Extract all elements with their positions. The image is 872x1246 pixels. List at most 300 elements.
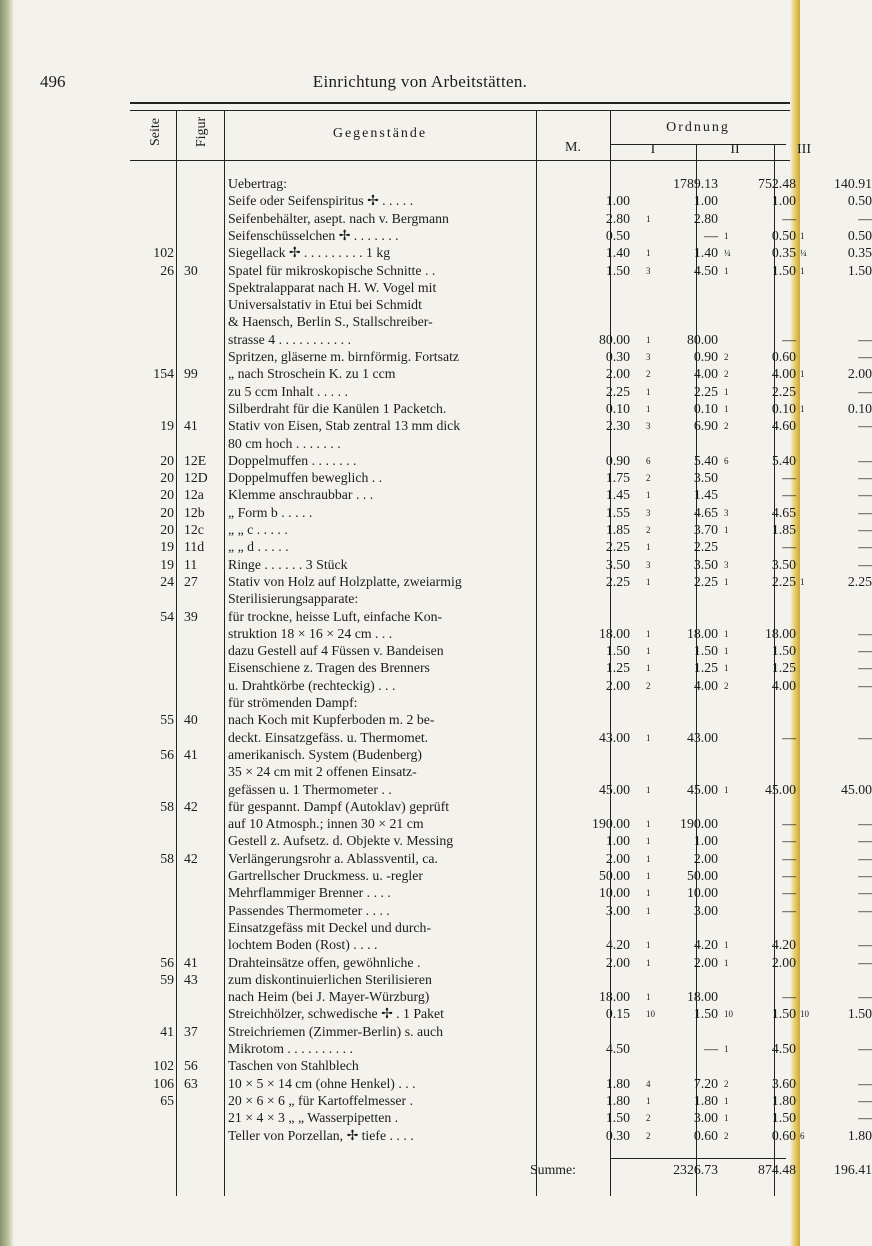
row-description: Ringe . . . . . . 3 Stück (228, 556, 348, 572)
row-qty-ii: 2 (724, 1078, 729, 1089)
row-description: 80 cm hoch . . . . . . . (228, 435, 341, 451)
row-total-i: 2.25 (693, 383, 718, 399)
row-qty-ii: 2 (724, 352, 729, 362)
row-total-ii: 1.50 (771, 262, 796, 278)
row-total-ii: 4.50 (771, 1041, 796, 1056)
row-seite: 19 (160, 556, 174, 572)
row-qty-i: 1 (646, 992, 651, 1003)
row-qty-i: 3 (646, 421, 651, 432)
row-qty-i: 2 (646, 525, 651, 535)
row-description: Mehrflammiger Brenner . . . . (228, 885, 391, 901)
row-price: 4.50 (605, 1041, 630, 1056)
summe-rule (610, 1158, 786, 1159)
row-qty-iii: 1 (800, 369, 805, 380)
row-description: Passendes Thermometer . . . . (228, 902, 390, 918)
row-qty-i: 1 (646, 819, 651, 830)
row-qty-i: 3 (646, 265, 651, 276)
row-total-ii: — (782, 210, 796, 226)
row-total-ii: 4.00 (771, 366, 796, 382)
row-price: 4.20 (605, 937, 630, 953)
row-total-i: 50.00 (686, 868, 718, 883)
row-seite: 19 (160, 418, 174, 434)
row-qty-i: 2 (646, 680, 651, 691)
row-price: 1.80 (605, 1075, 630, 1091)
row-figur: 11d (184, 539, 205, 555)
row-total-ii: 18.00 (764, 625, 796, 641)
row-figur: 42 (184, 798, 198, 814)
row-total-ii: 1.25 (771, 660, 796, 676)
summe-label: Summe: (530, 1162, 576, 1177)
row-qty-i: 1 (646, 871, 651, 881)
row-seite: 154 (153, 366, 174, 382)
row-total-iii: 1.80 (847, 1127, 872, 1143)
row-description: Taschen von Stahlblech (228, 1058, 359, 1074)
row-description: nach Heim (bei J. Mayer-Würzburg) (228, 989, 430, 1005)
row-seite: 20 (160, 470, 174, 486)
row-qty-ii: 1 (724, 784, 729, 795)
row-price: 2.25 (605, 539, 630, 555)
row-price: 1.00 (605, 833, 630, 849)
row-description: Drahteinsätze offen, gewöhnliche . (228, 954, 421, 970)
row-qty-ii: 2 (724, 421, 729, 432)
row-total-iii: — (858, 1075, 872, 1091)
row-description: Spektralapparat nach H. W. Vogel mit (228, 279, 437, 295)
row-total-i: 43.00 (686, 729, 718, 745)
row-total-iii: 1.50 (847, 262, 872, 278)
row-description: Gestell z. Aufsetz. d. Objekte v. Messing (228, 833, 454, 849)
row-total-i: 4.00 (693, 366, 718, 382)
row-total-iii: — (858, 349, 872, 364)
row-qty-i: 1 (646, 490, 651, 501)
row-qty-iii: ¼ (800, 248, 807, 259)
row-total-i: 1.50 (693, 1006, 718, 1022)
row-qty-iii: 1 (800, 265, 805, 276)
summe-iii: 196.41 (834, 1162, 872, 1177)
row-price: 18.00 (598, 625, 630, 641)
row-total-iii: — (858, 954, 872, 970)
row-qty-ii: ¼ (724, 248, 731, 259)
row-description: Doppelmuffen . . . . . . . (228, 452, 357, 468)
row-qty-i: 1 (646, 403, 651, 414)
row-total-i: 190.00 (680, 816, 718, 832)
row-qty-ii: 3 (724, 559, 729, 570)
row-qty-ii: 1 (724, 957, 729, 968)
row-qty-ii: 2 (724, 680, 729, 691)
row-figur: 41 (184, 954, 198, 970)
row-total-i: 7.20 (693, 1075, 718, 1091)
row-total-i: 45.00 (686, 781, 718, 797)
row-qty-iii: 6 (800, 1130, 805, 1141)
row-qty-ii: 1 (724, 663, 729, 674)
row-total-i: 10.00 (686, 885, 718, 901)
row-seite: 55 (160, 712, 174, 728)
page-edge-left (0, 0, 14, 1246)
header-bottom-rule (130, 160, 790, 161)
row-total-iii: — (858, 470, 872, 486)
row-description: nach Koch mit Kupferboden m. 2 be- (228, 712, 435, 728)
header-col-ii: II (730, 142, 740, 157)
row-qty-i: 1 (646, 628, 651, 639)
row-total-ii: 1.80 (771, 1092, 796, 1108)
row-seite: 20 (160, 452, 174, 468)
row-total-ii: — (782, 729, 796, 745)
row-price: 18.00 (598, 989, 630, 1005)
row-total-iii: — (858, 452, 872, 468)
header-ordnung: Ordnung (666, 120, 730, 135)
row-qty-i: 1 (646, 542, 651, 553)
row-qty-i: 1 (646, 957, 651, 968)
row-total-iii: 0.50 (847, 227, 872, 243)
row-description: Gartrellscher Druckmess. u. -regler (228, 868, 423, 883)
row-total-ii: — (782, 850, 796, 866)
row-price: 3.50 (605, 556, 630, 572)
row-total-i: 80.00 (686, 331, 718, 347)
row-total-iii: — (858, 1041, 872, 1056)
row-description: 20 × 6 × 6 „ für Kartoffelmesser . (228, 1092, 414, 1108)
row-total-ii: 1.50 (771, 1110, 796, 1126)
row-total-i: 4.65 (693, 504, 718, 520)
row-description: Sterilisierungsapparate: (228, 591, 359, 607)
row-description: Teller von Porzellan, ✢ tiefe . . . . (228, 1127, 414, 1143)
row-total-i: 3.50 (693, 556, 718, 572)
row-total-iii: 0.50 (847, 193, 872, 209)
row-total-ii: 2.25 (771, 573, 796, 589)
row-total-i: 0.90 (693, 349, 718, 364)
row-seite: 20 (160, 522, 174, 537)
row-total-i: 6.90 (693, 418, 718, 434)
row-qty-i: 1 (646, 576, 651, 587)
row-total-iii: — (858, 331, 872, 347)
row-price: 45.00 (598, 781, 630, 797)
row-seite: 56 (160, 954, 174, 970)
row-seite: 58 (160, 798, 174, 814)
row-qty-i: 2 (646, 1130, 651, 1141)
row-price: 2.00 (605, 366, 630, 382)
row-description: u. Drahtkörbe (rechteckig) . . . (228, 677, 396, 693)
row-price: 1.25 (605, 660, 630, 676)
row-seite: 54 (160, 608, 174, 624)
row-total-i: 1.80 (693, 1092, 718, 1108)
row-seite: 19 (160, 539, 174, 555)
row-total-ii: 45.00 (764, 781, 796, 797)
row-qty-ii: 1 (724, 1113, 729, 1124)
row-total-iii: — (858, 833, 872, 849)
row-total-i: 1789.13 (673, 176, 718, 191)
row-seite: 106 (153, 1075, 174, 1091)
row-total-i: — (704, 227, 718, 243)
row-total-iii: — (858, 850, 872, 866)
row-total-iii: 2.00 (847, 366, 872, 382)
row-total-i: 2.25 (693, 539, 718, 555)
row-total-iii: 45.00 (840, 781, 872, 797)
row-seite: 56 (160, 746, 174, 762)
row-qty-i: 1 (646, 334, 651, 345)
table-top-rule-2 (130, 110, 790, 111)
row-description: gefässen u. 1 Thermometer . . (228, 781, 392, 797)
row-qty-i: 1 (646, 248, 651, 259)
inventory-table (140, 114, 872, 1196)
row-price: 1.80 (605, 1092, 630, 1108)
row-description: für gespannt. Dampf (Autoklav) geprüft (228, 798, 450, 814)
row-total-ii: 0.10 (771, 400, 796, 416)
row-figur: 27 (184, 573, 198, 589)
row-description: „ Form b . . . . . (228, 504, 313, 520)
row-total-i: 3.50 (693, 470, 718, 486)
row-total-iii: — (858, 504, 872, 520)
row-price: 0.30 (605, 349, 630, 364)
row-description: Seifenschüsselchen ✢ . . . . . . . (228, 227, 399, 243)
row-total-iii: — (858, 885, 872, 901)
row-total-ii: 0.60 (771, 349, 796, 364)
row-total-ii: 1.50 (771, 1006, 796, 1022)
row-price: 0.30 (605, 1127, 630, 1143)
row-description: Eisenschiene z. Tragen des Brenners (228, 660, 430, 676)
row-figur: 37 (184, 1023, 198, 1039)
table-top-rule (130, 102, 790, 104)
row-description: „ nach Stroschein K. zu 1 ccm (228, 366, 396, 382)
row-figur: 42 (184, 850, 198, 866)
row-description: Mikrotom . . . . . . . . . . (228, 1041, 353, 1056)
row-total-iii: — (858, 989, 872, 1005)
row-price: 1.50 (605, 643, 630, 659)
row-total-iii: — (858, 418, 872, 434)
row-price: 0.15 (605, 1006, 630, 1022)
row-figur: 12c (184, 522, 204, 537)
row-price: 1.50 (605, 262, 630, 278)
row-price: 80.00 (598, 331, 630, 347)
row-total-ii: 752.48 (758, 176, 796, 191)
table-row (140, 1126, 872, 1146)
row-total-ii: 5.40 (771, 452, 796, 468)
row-description: 35 × 24 cm mit 2 offenen Einsatz- (228, 764, 417, 780)
row-qty-ii: 2 (724, 1130, 729, 1141)
row-qty-i: 3 (646, 507, 651, 518)
row-description: amerikanisch. System (Budenberg) (228, 746, 423, 762)
row-total-iii: — (858, 625, 872, 641)
row-total-i: — (704, 1041, 718, 1056)
row-qty-i: 6 (646, 455, 651, 466)
row-description: 21 × 4 × 3 „ „ Wasserpipetten . (228, 1110, 399, 1126)
row-qty-i: 1 (646, 646, 651, 657)
row-total-i: 2.80 (693, 210, 718, 226)
row-total-i: 1.00 (693, 193, 718, 209)
row-figur: 99 (184, 366, 198, 382)
row-qty-i: 4 (646, 1078, 651, 1089)
row-total-i: 4.00 (693, 677, 718, 693)
row-qty-ii: 1 (724, 386, 729, 397)
row-price: 0.90 (605, 452, 630, 468)
row-description: Spritzen, gläserne m. birnförmig. Fortsatz (228, 349, 460, 364)
row-description: Seifenbehälter, asept. nach v. Bergmann (228, 210, 449, 226)
row-qty-ii: 1 (724, 1095, 729, 1106)
row-description: struktion 18 × 16 × 24 cm . . . (228, 625, 393, 641)
row-total-iii: — (858, 556, 872, 572)
row-figur: 43 (184, 971, 198, 987)
row-qty-i: 3 (646, 559, 651, 570)
row-price: 2.30 (605, 418, 630, 434)
row-total-ii: — (782, 470, 796, 486)
row-description: zu 5 ccm Inhalt . . . . . (228, 383, 348, 399)
row-total-i: 2.00 (693, 954, 718, 970)
row-total-i: 3.00 (693, 1110, 718, 1126)
row-total-i: 1.50 (693, 643, 718, 659)
row-description: zum diskontinuierlichen Sterilisieren (228, 971, 432, 987)
row-qty-i: 10 (646, 1009, 655, 1020)
row-price: 2.25 (605, 573, 630, 589)
row-total-ii: 4.00 (771, 677, 796, 693)
row-figur: 39 (184, 608, 198, 624)
row-qty-ii: 1 (724, 1044, 729, 1054)
row-description: strasse 4 . . . . . . . . . . . (228, 331, 352, 347)
row-figur: 56 (184, 1058, 198, 1074)
row-price: 43.00 (598, 729, 630, 745)
row-total-iii: — (858, 210, 872, 226)
row-figur: 41 (184, 746, 198, 762)
row-total-iii: — (858, 902, 872, 918)
row-figur: 63 (184, 1075, 198, 1091)
row-total-iii: — (858, 383, 872, 399)
row-price: 1.40 (605, 245, 630, 261)
row-qty-ii: 1 (724, 525, 729, 535)
row-total-ii: — (782, 487, 796, 503)
row-description: auf 10 Atmosph.; innen 30 × 21 cm (228, 816, 424, 832)
row-price: 50.00 (598, 868, 630, 883)
row-total-iii: — (858, 1110, 872, 1126)
row-qty-i: 1 (646, 386, 651, 397)
row-qty-ii: 6 (724, 455, 729, 466)
row-total-ii: 2.00 (771, 954, 796, 970)
row-total-i: 2.00 (693, 850, 718, 866)
row-total-ii: 4.60 (771, 418, 796, 434)
row-seite: 65 (160, 1092, 174, 1108)
row-description: Siegellack ✢ . . . . . . . . . 1 kg (228, 245, 391, 261)
row-figur: 11 (184, 556, 198, 572)
row-price: 190.00 (592, 816, 630, 832)
row-seite: 20 (160, 487, 174, 503)
row-total-iii: 0.10 (847, 400, 872, 416)
row-description: Stativ von Holz auf Holzplatte, zweiarmig (228, 573, 462, 589)
row-total-iii: — (858, 643, 872, 659)
row-total-iii: — (858, 868, 872, 883)
row-qty-i: 1 (646, 853, 651, 864)
row-qty-iii: 1 (800, 576, 805, 587)
row-total-i: 0.10 (693, 400, 718, 416)
row-description: Uebertrag: (228, 176, 287, 191)
summe-row (140, 1160, 872, 1180)
row-total-ii: 1.85 (771, 522, 796, 537)
row-qty-ii: 10 (724, 1009, 733, 1020)
row-figur: 12b (184, 504, 205, 520)
row-total-ii: 0.35 (771, 245, 796, 261)
row-total-ii: 1.50 (771, 643, 796, 659)
row-price: 1.50 (605, 1110, 630, 1126)
row-figur: 40 (184, 712, 198, 728)
row-total-i: 1.00 (693, 833, 718, 849)
row-figur: 41 (184, 418, 198, 434)
row-total-i: 0.60 (693, 1127, 718, 1143)
row-description: Silberdraht für die Kanülen 1 Packetch. (228, 400, 447, 416)
page-number: 496 (40, 72, 66, 91)
row-description: Doppelmuffen beweglich . . (228, 470, 383, 486)
row-qty-i: 1 (646, 213, 651, 224)
row-total-iii: — (858, 816, 872, 832)
row-qty-i: 2 (646, 473, 651, 484)
row-price: 10.00 (598, 885, 630, 901)
row-description: Universalstativ in Etui bei Schmidt (228, 297, 422, 313)
row-qty-i: 1 (646, 888, 651, 899)
row-total-ii: 4.65 (771, 504, 796, 520)
row-total-ii: 4.20 (771, 937, 796, 953)
row-qty-ii: 1 (724, 940, 729, 951)
row-total-ii: 2.25 (771, 383, 796, 399)
row-total-i: 4.50 (693, 262, 718, 278)
row-price: 2.00 (605, 677, 630, 693)
row-total-iii: — (858, 539, 872, 555)
row-total-iii: 140.91 (834, 176, 872, 191)
row-qty-iii: 1 (800, 230, 805, 241)
row-total-i: 18.00 (686, 989, 718, 1005)
row-price: 1.75 (605, 470, 630, 486)
row-total-ii: — (782, 816, 796, 832)
row-figur: 12a (184, 487, 204, 503)
row-total-ii: 3.50 (771, 556, 796, 572)
row-price: 1.85 (605, 522, 630, 537)
row-description: für trockne, heisse Luft, einfache Kon- (228, 608, 443, 624)
row-description: Streichriemen (Zimmer-Berlin) s. auch (228, 1023, 444, 1039)
row-total-iii: — (858, 677, 872, 693)
row-seite: 58 (160, 850, 174, 866)
row-total-i: 3.00 (693, 902, 718, 918)
header-col-iii: III (797, 142, 811, 157)
row-description: Einsatzgefäss mit Deckel und durch- (228, 919, 432, 935)
row-price: 2.00 (605, 850, 630, 866)
row-qty-ii: 1 (724, 628, 729, 639)
row-description: deckt. Einsatzgefäss. u. Thermomet. (228, 729, 429, 745)
row-total-iii: — (858, 660, 872, 676)
row-qty-i: 1 (646, 836, 651, 847)
page-header (0, 72, 800, 96)
row-total-ii: — (782, 539, 796, 555)
row-qty-ii: 1 (724, 646, 729, 657)
row-total-iii: — (858, 522, 872, 537)
row-qty-ii: 2 (724, 369, 729, 380)
row-qty-iii: 10 (800, 1009, 809, 1020)
row-qty-i: 2 (646, 1113, 651, 1124)
row-total-iii: 1.50 (847, 1006, 872, 1022)
row-description: Klemme anschraubbar . . . (228, 487, 374, 503)
running-title: Einrichtung von Arbeitstätten. (312, 72, 528, 91)
row-total-i: 2.25 (693, 573, 718, 589)
row-total-iii: — (858, 937, 872, 953)
header-figur: Figur (194, 116, 209, 148)
row-seite: 102 (153, 245, 174, 261)
row-price: 1.45 (605, 487, 630, 503)
summe-i: 2326.73 (673, 1162, 718, 1177)
row-qty-ii: 3 (724, 507, 729, 518)
row-total-iii: 0.35 (847, 245, 872, 261)
row-description: „ „ c . . . . . (228, 522, 288, 537)
row-total-iii: — (858, 487, 872, 503)
row-total-iii: — (858, 729, 872, 745)
row-seite: 102 (153, 1058, 174, 1074)
row-qty-ii: 1 (724, 265, 729, 276)
row-qty-ii: 1 (724, 403, 729, 414)
row-total-i: 1.25 (693, 660, 718, 676)
row-price: 0.50 (605, 227, 630, 243)
row-description: Stativ von Eisen, Stab zentral 13 mm dick (228, 418, 461, 434)
row-description: Streichhölzer, schwedische ✢ . 1 Paket (228, 1006, 444, 1022)
row-total-ii: — (782, 331, 796, 347)
